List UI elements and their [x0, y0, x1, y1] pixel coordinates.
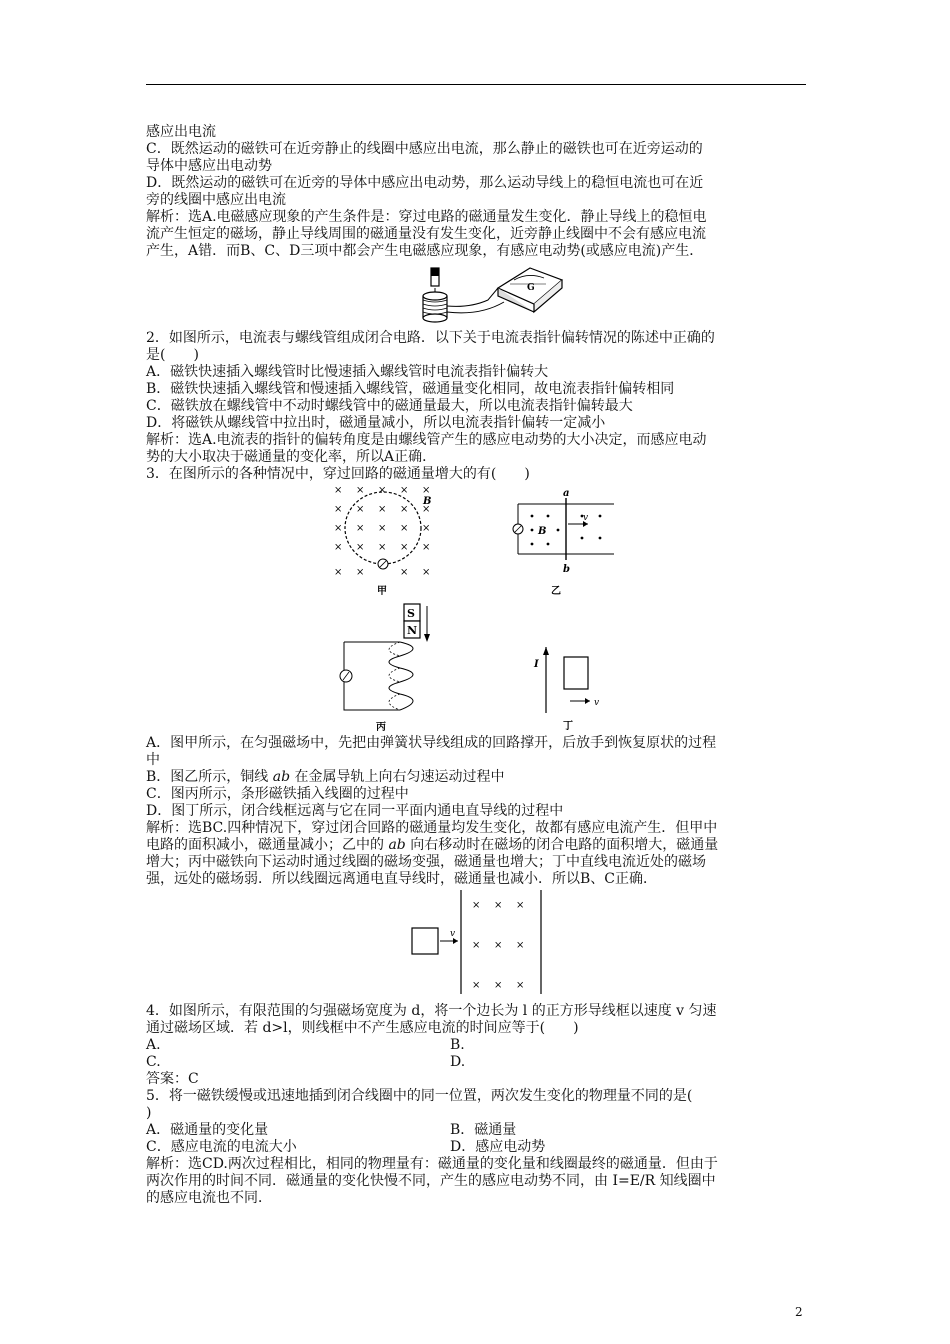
q3-option-b-post: 在金属导轨上向右匀速运动过程中 [290, 769, 505, 785]
q3-option-d: D．图丁所示，闭合线框远离与它在同一平面内通电直导线的过程中 [146, 803, 564, 819]
svg-text:×: × [422, 504, 431, 515]
svg-text:×: × [378, 542, 387, 553]
svg-text:×: × [516, 940, 525, 951]
q5-stem: 5．将一磁铁缓慢或迅速地插到闭合线圈中的同一位置，两次发生变化的物理量不同的是( [146, 1088, 693, 1104]
q4-option-d: D. [450, 1054, 466, 1070]
svg-text:×: × [494, 900, 503, 911]
page-number: 2 [795, 1305, 803, 1319]
q5-solution-2: 两次作用的时间不同．磁通量的变化快慢不同，产生的感应电动势不同，由 I=E/R 知线圈中 [146, 1173, 716, 1189]
svg-text:×: × [472, 900, 481, 911]
q4-option-b: B. [450, 1037, 465, 1053]
q5-option-c: C．感应电流的电流大小 [146, 1139, 297, 1155]
svg-text:×: × [334, 542, 343, 553]
q3-solution-1: 解析：选BC.四种情况下，穿过闭合回路的磁通量均发生变化，故都有感应电流产生．但甲中 [146, 820, 718, 836]
galvanometer-label: G [527, 283, 535, 293]
q2-solution-2: 势的大小取决于磁通量的变化率，所以A正确． [146, 449, 437, 465]
svg-text:×: × [378, 485, 387, 496]
q3-stem: 3．在图所示的各种情况中，穿过回路的磁通量增大的有( ) [146, 466, 530, 482]
svg-text:×: × [334, 504, 343, 515]
figure-label-yi: 乙 [551, 586, 561, 597]
q3-option-a: A．图甲所示，在匀强磁场中，先把由弹簧状导线组成的回路撑开，后放手到恢复原状的过程 [146, 735, 717, 751]
velocity-label-q4: v [450, 929, 456, 939]
svg-text:×: × [422, 485, 431, 496]
figure-label-bing: 丙 [376, 722, 386, 733]
figure-bing [338, 600, 438, 732]
q3-option-b [146, 769, 505, 786]
svg-text:×: × [400, 504, 409, 515]
figure-label-jia: 甲 [377, 586, 387, 597]
q5-stem-cont: ) [146, 1105, 152, 1121]
q2-option-c: C．磁铁放在螺线管中不动时螺线管中的磁通量最大，所以电流表指针偏转最大 [146, 398, 633, 414]
q3-option-c: C．图丙所示，条形磁铁插入线圈的过程中 [146, 786, 409, 802]
q5-option-d: D．感应电动势 [450, 1139, 546, 1155]
rod-label-a: a [563, 488, 570, 499]
q3-solution-2-var: ab [388, 837, 406, 853]
q2-stem-cont: 是( ) [146, 347, 199, 363]
figure-yi [510, 490, 620, 596]
q5-option-a: A．磁通量的变化量 [146, 1122, 269, 1138]
q2-option-d: D．将磁铁从螺线管中拉出时，磁通量减小，所以电流表指针偏转一定减小 [146, 415, 606, 431]
q2-solution-1: 解析：选A.电流表的指针的偏转角度是由螺线管产生的感应电动势的大小决定，而感应电动 [146, 432, 707, 448]
svg-text:×: × [356, 504, 365, 515]
magnet-s-label: S [407, 607, 415, 620]
q3-solution-2 [146, 837, 718, 854]
svg-text:×: × [400, 567, 409, 578]
svg-text:×: × [334, 523, 343, 534]
current-label-i: I [534, 659, 539, 670]
svg-text:×: × [356, 542, 365, 553]
velocity-label-ding: v [594, 698, 600, 708]
q3-solution-2-pre: 电路的面积减小，磁通量减小；乙中的 [146, 837, 389, 853]
q3-solution-3: 增大；丙中磁铁向下运动时通过线圈的磁场变强，磁通量也增大；丁中直线电流近处的磁场 [146, 854, 706, 870]
field-label-b-yi: B [538, 526, 547, 537]
header-rule [146, 84, 806, 85]
svg-text:×: × [422, 542, 431, 553]
q1-solution-3: 产生，A错．而B、C、D三项中都会产生电磁感应现象，有感应电动势(或感应电流)产生． [146, 243, 704, 259]
q1-solution-1: 解析：选A.电磁感应现象的产生条件是：穿过电路的磁通量发生变化．静止导线上的稳恒电 [146, 209, 707, 225]
rod-label-b: b [563, 564, 570, 575]
q5-option-b: B．磁通量 [450, 1122, 517, 1138]
svg-text:×: × [494, 940, 503, 951]
svg-text:×: × [400, 485, 409, 496]
svg-text:×: × [494, 980, 503, 991]
figure-ding [530, 645, 620, 735]
svg-text:×: × [356, 567, 365, 578]
q1-text-line: 感应出电流 [146, 124, 216, 140]
q5-solution-1: 解析：选CD.两次过程相比，相同的物理量有：磁通量的变化量和线圈最终的磁通量．但由于 [146, 1156, 718, 1172]
q3-option-b-pre: B．图乙所示，铜线 [146, 769, 273, 785]
svg-text:×: × [400, 542, 409, 553]
q1-solution-2: 流产生恒定的磁场，静止导线周围的磁通量没有发生变化，近旁静止线圈中不会有感应电流 [146, 226, 706, 242]
q1-option-c-cont: 导体中感应出电动势 [146, 158, 272, 174]
svg-text:×: × [356, 523, 365, 534]
svg-text:×: × [422, 567, 431, 578]
svg-text:×: × [422, 523, 431, 534]
figure-q4 [408, 888, 558, 998]
figure-jia [330, 484, 440, 596]
q4-stem: 4．如图所示，有限范围的匀强磁场宽度为 d，将一个边长为 l 的正方形导线框以速度 v 匀速 [146, 1003, 717, 1019]
svg-text:×: × [334, 485, 343, 496]
svg-text:×: × [356, 485, 365, 496]
q3-solution-4: 强，远处的磁场弱．所以线圈远离通电直导线时，磁通量也减小．所以B、C正确． [146, 871, 657, 887]
q3-solution-2-post: 向右移动时在磁场的闭合电路的面积增大，磁通量 [405, 837, 719, 853]
velocity-label-yi: v [583, 513, 589, 523]
q3-option-a-cont: 中 [146, 752, 160, 768]
q2-stem: 2．如图所示，电流表与螺线管组成闭合电路．以下关于电流表指针偏转情况的陈述中正确的 [146, 330, 715, 346]
svg-text:×: × [472, 980, 481, 991]
q4-option-a: A. [146, 1037, 161, 1053]
q2-option-b: B．磁铁快速插入螺线管和慢速插入螺线管，磁通量变化相同，故电流表指针偏转相同 [146, 381, 675, 397]
q3-option-b-var: ab [272, 769, 291, 785]
q1-option-d-cont: 旁的线圈中感应出电流 [146, 192, 286, 208]
q4-stem-cont: 通过磁场区域．若 d>l，则线框中不产生感应电流的时间应等于( ) [146, 1020, 579, 1036]
svg-text:×: × [378, 504, 387, 515]
svg-text:×: × [378, 523, 387, 534]
q4-option-c: C. [146, 1054, 161, 1070]
q4-answer: 答案：C [146, 1071, 199, 1087]
svg-text:×: × [516, 980, 525, 991]
q5-solution-3: 的感应电流也不同． [146, 1190, 272, 1206]
q1-option-d: D．既然运动的磁铁可在近旁的导体中感应出电动势，那么运动导线上的稳恒电流也可在近 [146, 175, 704, 191]
svg-text:×: × [334, 567, 343, 578]
svg-text:×: × [516, 900, 525, 911]
magnet-n-label: N [407, 624, 418, 637]
svg-text:×: × [472, 940, 481, 951]
figure-label-ding: 丁 [563, 721, 573, 732]
solenoid-galvanometer-figure [410, 262, 570, 324]
q2-option-a: A．磁铁快速插入螺线管时比慢速插入螺线管时电流表指针偏转大 [146, 364, 549, 380]
q1-option-c: C．既然运动的磁铁可在近旁静止的线圈中感应出电流，那么静止的磁铁也可在近旁运动的 [146, 141, 703, 157]
svg-text:×: × [400, 523, 409, 534]
field-label-b: B [423, 496, 432, 507]
